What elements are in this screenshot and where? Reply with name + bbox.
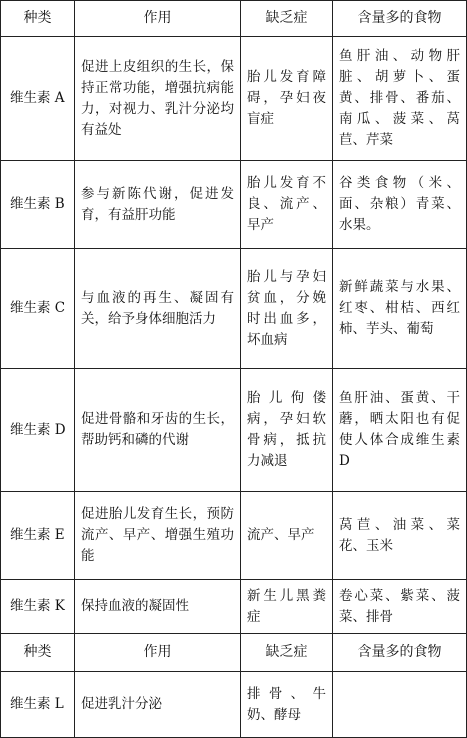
vitamin-function: 促进骨骼和牙齿的生长，帮助钙和磷的代谢 [75, 369, 241, 492]
vitamin-foods: 卷心菜、紫菜、菠菜、排骨 [333, 580, 467, 634]
table-row [1, 492, 467, 580]
table-row [1, 580, 467, 634]
vitamin-foods: 莴苣、油菜、菜花、玉米 [333, 492, 467, 580]
vitamin-type: 维生素 L [1, 672, 75, 738]
vitamin-type: 维生素 C [1, 249, 75, 369]
vitamin-foods [333, 672, 467, 738]
vitamin-function: 促进上皮组织的生长，保持正常功能，增强抗病能力，对视力、乳汁分泌均有益处 [75, 37, 241, 161]
vitamin-deficiency: 胎儿发育障碍，孕妇夜盲症 [241, 37, 333, 161]
vitamin-function: 与血液的再生、凝固有关，给予身体细胞活力 [75, 249, 241, 369]
table-row [1, 249, 467, 369]
vitamin-type: 维生素 B [1, 161, 75, 249]
vitamin-deficiency: 胎儿发育不良、流产、早产 [241, 161, 333, 249]
vitamin-foods: 谷类食物（米、面、杂粮）青菜、水果。 [333, 161, 467, 249]
header-foods: 含量多的食物 [333, 634, 467, 672]
table-row [1, 369, 467, 492]
header-type: 种类 [1, 634, 75, 672]
table-header-row-repeat [1, 634, 467, 672]
table-row [1, 672, 467, 738]
vitamin-function: 促进胎儿发育生长，预防流产、早产、增强生殖功能 [75, 492, 241, 580]
table-header-row [1, 1, 467, 37]
vitamin-function: 参与新陈代谢，促进发育，有益肝功能 [75, 161, 241, 249]
vitamin-foods: 鱼肝油、动物肝脏、胡萝卜、蛋黄、排骨、番茄、南瓜、菠菜、莴苣、芹菜 [333, 37, 467, 161]
vitamin-foods: 新鲜蔬菜与水果、红枣、柑桔、西红柿、芋头、葡萄 [333, 249, 467, 369]
vitamin-type: 维生素 A [1, 37, 75, 161]
vitamin-deficiency: 新生儿黑粪症 [241, 580, 333, 634]
vitamin-type: 维生素 K [1, 580, 75, 634]
header-function: 作用 [75, 634, 241, 672]
header-deficiency: 缺乏症 [241, 634, 333, 672]
vitamin-type: 维生素 D [1, 369, 75, 492]
header-function: 作用 [75, 1, 241, 37]
table-row [1, 37, 467, 161]
vitamin-type: 维生素 E [1, 492, 75, 580]
vitamin-function: 保持血液的凝固性 [75, 580, 241, 634]
vitamin-deficiency: 胎儿与孕妇贫血，分娩时出血多，坏血病 [241, 249, 333, 369]
vitamin-deficiency: 排骨、牛奶、酵母 [241, 672, 333, 738]
header-deficiency: 缺乏症 [241, 1, 333, 37]
vitamin-deficiency: 胎儿佝偻病，孕妇软骨病，抵抗力减退 [241, 369, 333, 492]
vitamin-foods: 鱼肝油、蛋黄、干蘑，晒太阳也有促使人体合成维生素 D [333, 369, 467, 492]
table-row [1, 161, 467, 249]
header-type: 种类 [1, 1, 75, 37]
vitamin-function: 促进乳汁分泌 [75, 672, 241, 738]
header-foods: 含量多的食物 [333, 1, 467, 37]
vitamin-deficiency: 流产、早产 [241, 492, 333, 580]
